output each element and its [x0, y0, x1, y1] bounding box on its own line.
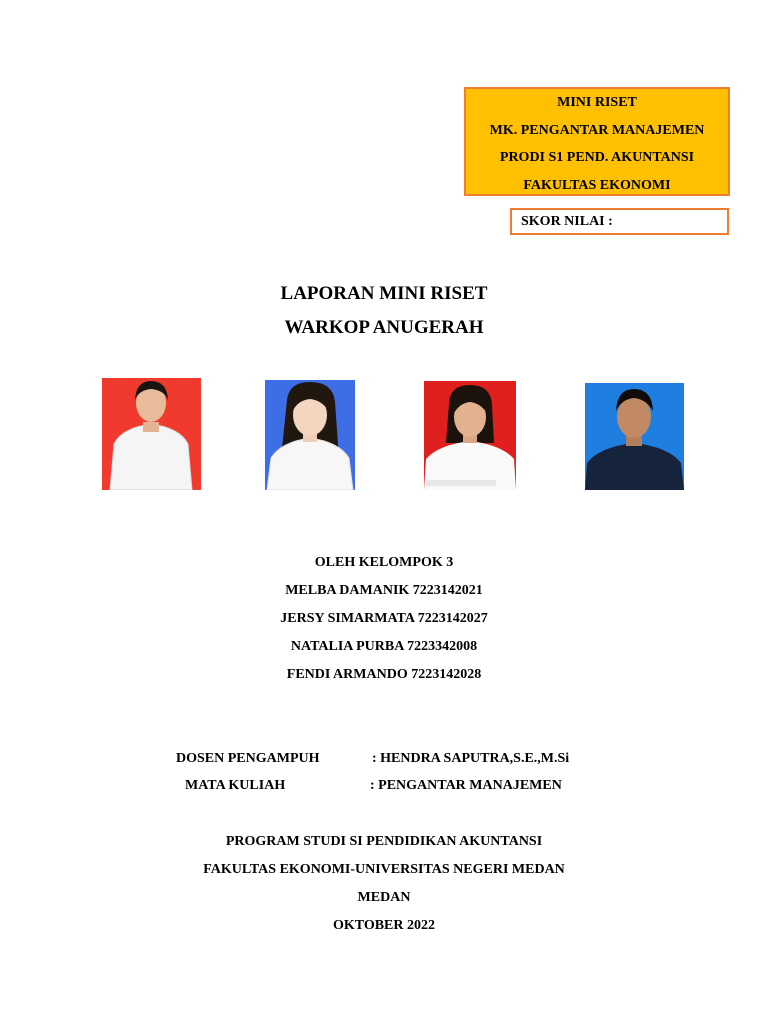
course-label: MATA KULIAH [185, 778, 286, 793]
person-portrait-icon [585, 383, 684, 490]
member-photo-2 [265, 380, 355, 490]
score-box [510, 208, 729, 235]
member-photo-3 [424, 381, 516, 490]
report-date: OKTOBER 2022 [332, 918, 436, 933]
report-title: LAPORAN MINI RISET [280, 283, 488, 304]
lecturer-value: : HENDRA SAPUTRA,S.E.,M.Si [372, 751, 570, 766]
group-heading: OLEH KELOMPOK 3 [314, 555, 454, 570]
city: MEDAN [357, 890, 411, 905]
member-photo-4 [585, 383, 684, 490]
header-line-4: FAKULTAS EKONOMI [523, 177, 671, 193]
member-photo-1 [102, 378, 201, 490]
report-subtitle: WARKOP ANUGERAH [284, 317, 484, 338]
header-line-2: MK. PENGANTAR MANAJEMEN [489, 122, 705, 138]
person-portrait-icon [424, 381, 516, 490]
member-4: FENDI ARMANDO 7223142028 [286, 667, 482, 682]
person-portrait-icon [265, 380, 355, 490]
person-portrait-icon [102, 378, 201, 490]
member-1: MELBA DAMANIK 7223142021 [285, 583, 483, 598]
header-line-3: PRODI S1 PEND. AKUNTANSI [499, 150, 695, 165]
study-program: PROGRAM STUDI SI PENDIDIKAN AKUNTANSI [225, 834, 543, 849]
lecturer-label: DOSEN PENGAMPUH [176, 751, 320, 766]
course-header-box [464, 87, 730, 196]
header-line-1: MINI RISET [557, 95, 637, 110]
member-2: JERSY SIMARMATA 7223142027 [280, 611, 488, 626]
faculty-university: FAKULTAS EKONOMI-UNIVERSITAS NEGERI MEDAN [203, 862, 565, 877]
score-label: SKOR NILAI : [521, 214, 613, 229]
member-3: NATALIA PURBA 7223342008 [290, 639, 478, 654]
course-value: : PENGANTAR MANAJEMEN [370, 778, 562, 793]
